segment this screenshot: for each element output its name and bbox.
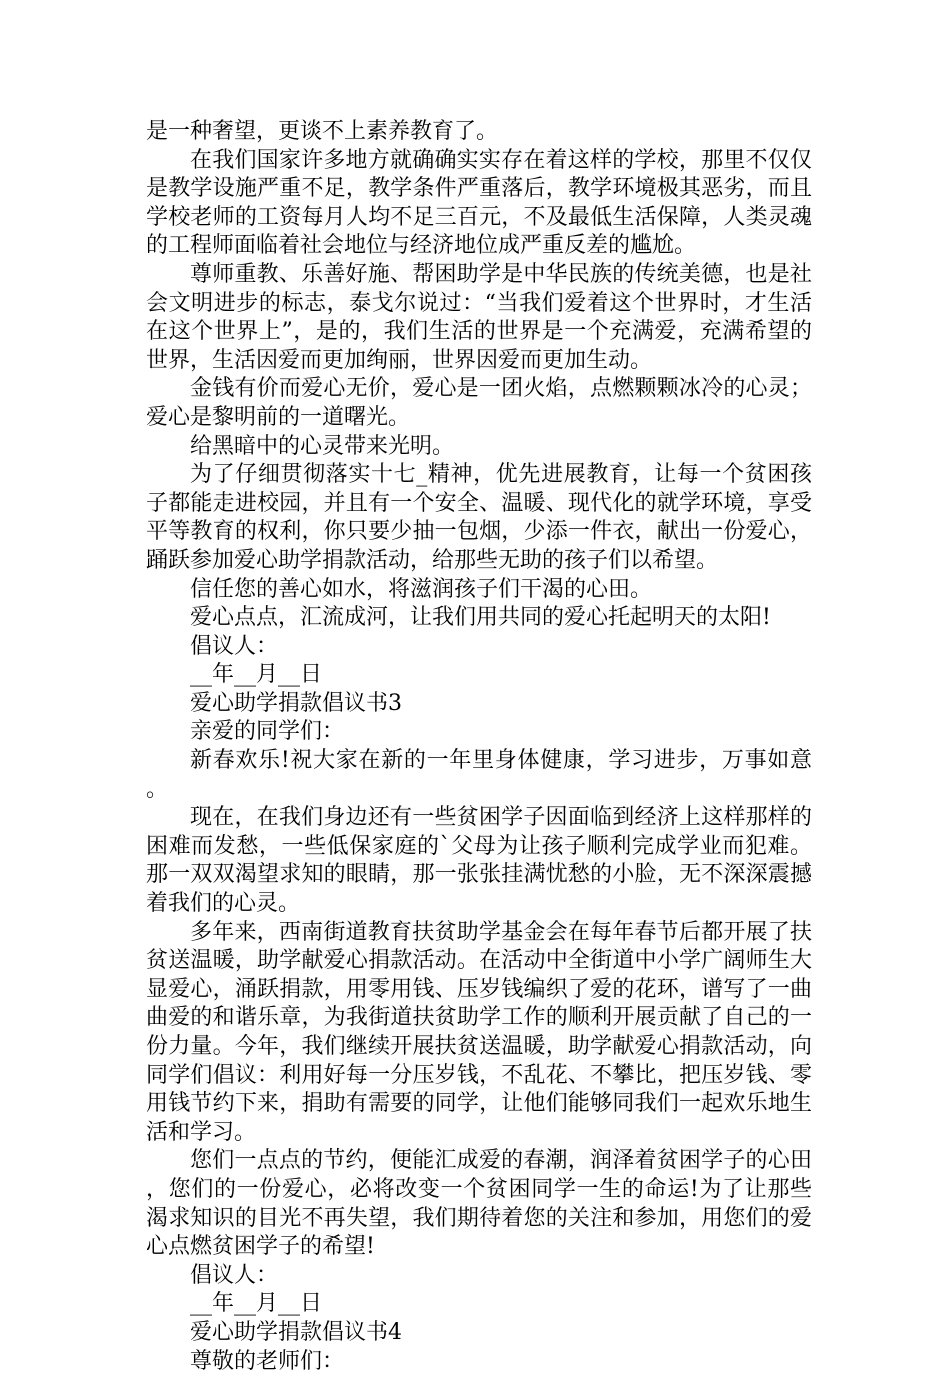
section-title: 爱心助学捐款倡议书4 bbox=[190, 1319, 402, 1345]
paragraph: 金钱有价而爱心无价，爱心是一团火焰，点燃颗颗冰冷的心灵；爱心是黎明前的一道曙光。 bbox=[146, 376, 812, 430]
date-line: __年__月__日 bbox=[190, 1291, 323, 1317]
paragraph: 现在，在我们身边还有一些贫困学子因面临到经济上这样那样的困难而发愁，一些低保家庭的`父母为让孩子顺利完成学业而犯难。那一双双渴望求知的眼睛，那一张张挂满忧愁的小脸，无不深深震撼着我们的心灵。 bbox=[146, 805, 812, 917]
paragraph: 尊师重教、乐善好施、帮困助学是中华民族的传统美德，也是社会文明进步的标志，泰戈尔说过：“当我们爱着这个世界时，才生活在这个世界上”，是的，我们生活的世界是一个充满爱，充满希望的世界，生活因爱而更加绚丽，世界因爱而更加生动。 bbox=[146, 261, 812, 373]
paragraph: 给黑暗中的心灵带来光明。 bbox=[190, 433, 455, 459]
paragraph: 是一种奢望，更谈不上素养教育了。 bbox=[146, 119, 499, 144]
paragraph: 在我们国家许多地方就确确实实存在着这样的学校，那里不仅仅是教学设施严重不足，教学条件严重落后，教学环境极其恶劣，而且学校老师的工资每月人均不足三百元，不及最低生活保障，人类灵魂的工程师面临着社会地位与经济地位成严重反差的尴尬。 bbox=[146, 147, 812, 259]
paragraph: 爱心点点，汇流成河，让我们用共同的爱心托起明天的太阳! bbox=[190, 605, 771, 631]
signature-label: 倡议人： bbox=[190, 633, 279, 659]
paragraph: 为了仔细贯彻落实十七_精神，优先进展教育，让每一个贫困孩子都能走进校园，并且有一个安全、温暖、现代化的就学环境，享受平等教育的权利，你只要少抽一包烟，少添一件衣，献出一份爱心，踊跃参加爱心助学捐款活动，给那些无助的孩子们以希望。 bbox=[146, 462, 812, 573]
paragraph: 您们一点点的节约，便能汇成爱的春潮，润泽着贫困学子的心田，您们的一份爱心，必将改变一个贫困同学一生的命运!为了让那些渴求知识的目光不再失望，我们期待着您的关注和参加，用您们的爱心点燃贫困学子的希望! bbox=[146, 1148, 812, 1260]
paragraph: 新春欢乐!祝大家在新的一年里身体健康，学习进步，万事如意。 bbox=[146, 748, 812, 802]
paragraph: 多年来，西南街道教育扶贫助学基金会在每年春节后都开展了扶贫送温暖，助学献爱心捐款活动。在活动中全街道中小学广阔师生大显爱心，涌跃捐款，用零用钱、压岁钱编织了爱的花环，谱写了一曲曲爱的和谐乐章，为我街道扶贫助学工作的顺利开展贡献了自己的一份力量。今年，我们继续开展扶贫送温暖，助学献爱心捐款活动，向同学们倡议：利用好每一分压岁钱，不乱花、不攀比，把压岁钱、零用钱节约下来，捐助有需要的同学，让他们能够同我们一起欢乐地生活和学习。 bbox=[146, 919, 812, 1145]
date-line: __年__月__日 bbox=[190, 662, 323, 688]
signature-label: 倡议人： bbox=[190, 1262, 279, 1288]
salutation: 尊敬的老师们： bbox=[190, 1348, 345, 1374]
section-title: 爱心助学捐款倡议书3 bbox=[190, 690, 402, 716]
document-page bbox=[146, 118, 812, 1376]
salutation: 亲爱的同学们： bbox=[190, 719, 345, 745]
paragraph: 信任您的善心如水，将滋润孩子们干渴的心田。 bbox=[190, 576, 653, 602]
